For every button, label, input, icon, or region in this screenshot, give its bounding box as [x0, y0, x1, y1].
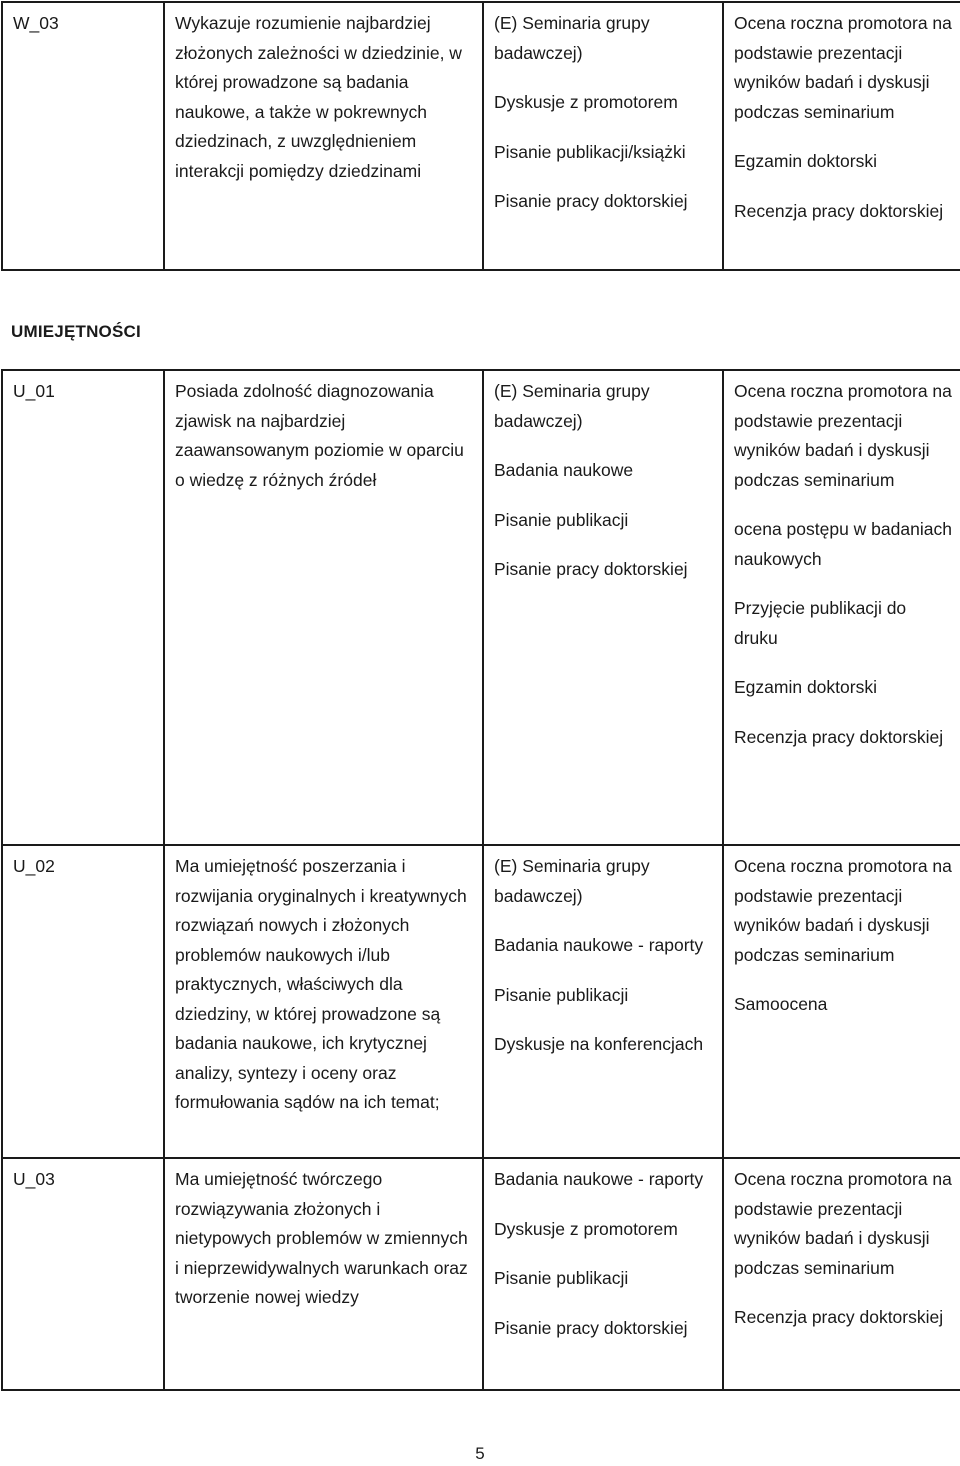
skills-table: [1, 369, 960, 1391]
method-item: Badania naukowe - raporty: [494, 935, 704, 955]
table-row: [2, 845, 960, 1158]
method-item: Pisanie pracy doktorskiej: [494, 559, 688, 579]
effect-description: Ma umiejętność twórczego rozwiązywania złożonych i nietypowych problemów w zmiennych i nieprzewidywalnych warunkach oraz tworzenie nowej wiedzy: [164, 1158, 483, 1390]
method-item: Pisanie publikacji: [494, 509, 629, 530]
verification-item: Ocena roczna promotora na podstawie prezentacji wyników badań i dyskusji podczas seminarium: [734, 856, 952, 965]
verification-methods: [723, 370, 960, 845]
effect-code: W_03: [2, 2, 164, 270]
verification-item: Recenzja pracy doktorskiej: [734, 1307, 944, 1327]
teaching-methods: [483, 845, 723, 1158]
method-item: Badania naukowe - raporty: [494, 1169, 704, 1189]
verification-methods: [723, 2, 960, 270]
teaching-methods: [483, 2, 723, 270]
method-item: Dyskusje z promotorem: [494, 92, 678, 112]
table-row: [2, 370, 960, 845]
effect-description: Posiada zdolność diagnozowania zjawisk na najbardziej zaawansowanym poziomie w oparciu o wiedzę z różnych źródeł: [164, 370, 483, 845]
knowledge-table: [1, 1, 960, 271]
table-row: [2, 2, 960, 270]
verification-item: Recenzja pracy doktorskiej: [734, 726, 944, 747]
method-item: Pisanie publikacji: [494, 984, 629, 1005]
verification-item: Ocena roczna promotora na podstawie prezentacji wyników badań i dyskusji podczas seminarium: [734, 1169, 952, 1278]
verification-item: Ocena roczna promotora na podstawie prezentacji wyników badań i dyskusji podczas seminarium: [734, 13, 952, 122]
method-item: Pisanie publikacji: [494, 1268, 629, 1288]
verification-methods: [723, 845, 960, 1158]
effect-code: U_02: [2, 845, 164, 1158]
method-item: (E) Seminaria grupy badawczej): [494, 856, 650, 906]
page-number: 5: [475, 1444, 485, 1463]
method-item: (E) Seminaria grupy badawczej): [494, 381, 650, 431]
method-item: Badania naukowe: [494, 460, 634, 480]
table-row: [2, 1158, 960, 1390]
section-heading: UMIEJĘTNOŚCI: [11, 322, 141, 341]
verification-item: Egzamin doktorski: [734, 151, 877, 171]
method-item: Pisanie publikacji/książki: [494, 141, 686, 162]
method-item: (E) Seminaria grupy badawczej): [494, 13, 650, 63]
verification-methods: [723, 1158, 960, 1390]
effect-description: Wykazuje rozumienie najbardziej złożonych zależności w dziedzinie, w której prowadzone są badania naukowe, a także w pokrewnych dziedzinach, z uwzględnieniem interakcji pomiędzy dziedzinami: [164, 2, 483, 270]
method-item: Dyskusje z promotorem: [494, 1218, 678, 1239]
verification-item: Samoocena: [734, 994, 828, 1014]
method-item: Pisanie pracy doktorskiej: [494, 191, 688, 211]
verification-item: Recenzja pracy doktorskiej: [734, 200, 944, 221]
verification-item: ocena postępu w badaniach naukowych: [734, 519, 952, 569]
method-item: Pisanie pracy doktorskiej: [494, 1317, 688, 1338]
teaching-methods: [483, 1158, 723, 1390]
verification-item: Przyjęcie publikacji do druku: [734, 598, 907, 648]
effect-code: U_01: [2, 370, 164, 845]
teaching-methods: [483, 370, 723, 845]
verification-item: Egzamin doktorski: [734, 677, 877, 697]
effect-description: Ma umiejętność poszerzania i rozwijania oryginalnych i kreatywnych rozwiązań nowych i złożonych problemów naukowych i/lub praktycznych, właściwych dla dziedziny, w której prowadzone są badania naukowe, ich krytycznej analizy, syntezy i oceny oraz formułowania sądów na ich temat;: [164, 845, 483, 1158]
effect-code: U_03: [2, 1158, 164, 1390]
verification-item: Ocena roczna promotora na podstawie prezentacji wyników badań i dyskusji podczas seminarium: [734, 381, 952, 490]
method-item: Dyskusje na konferencjach: [494, 1034, 704, 1054]
